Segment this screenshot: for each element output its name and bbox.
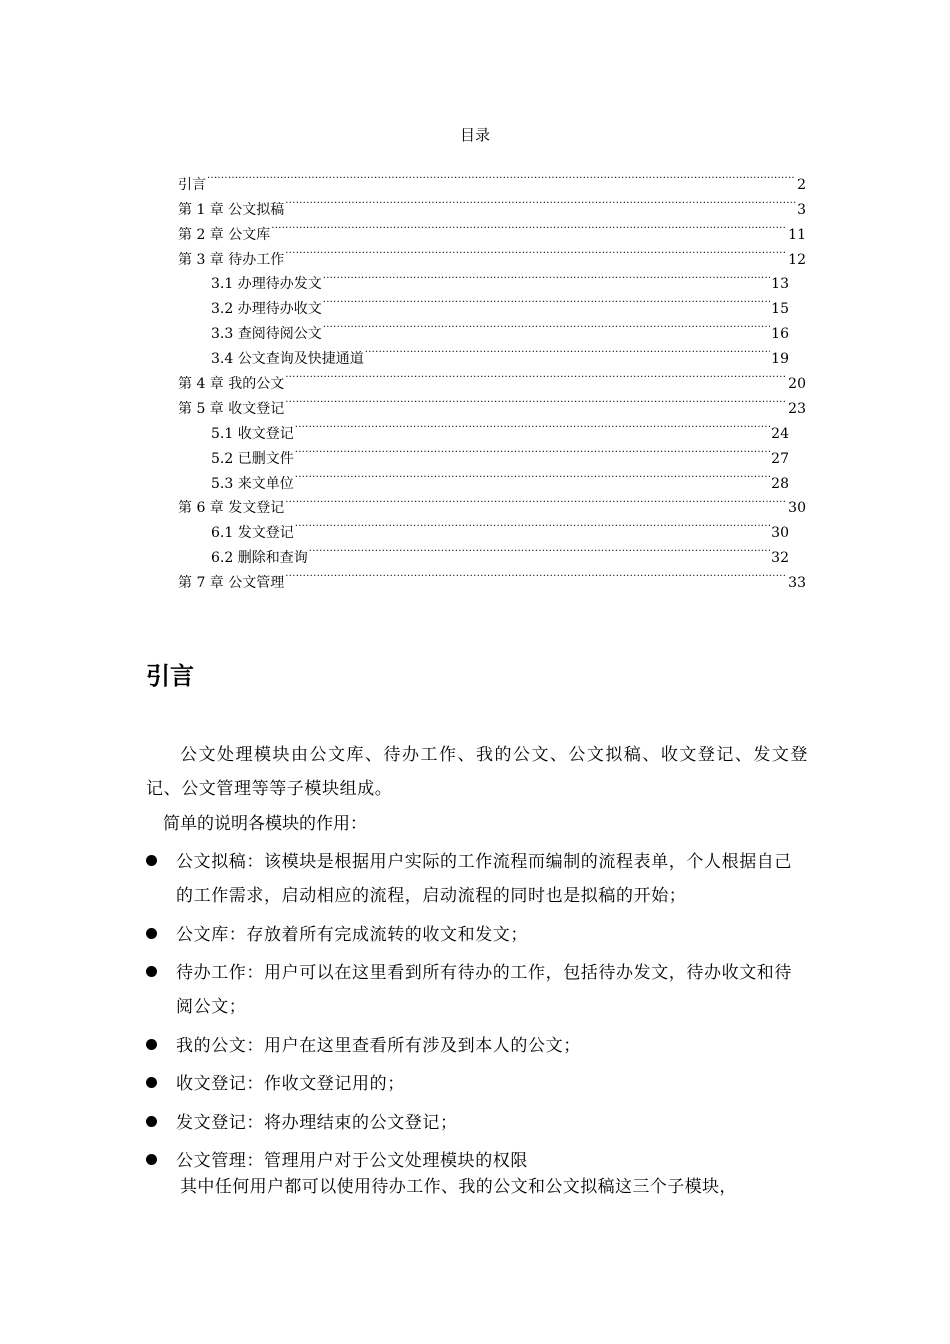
toc-entry-page-number: 32 <box>771 550 789 567</box>
toc-title: 目录 <box>459 126 490 144</box>
toc-entry-label: 6.2 删除和查询 <box>211 550 308 567</box>
bullet-dot-icon <box>146 1039 157 1050</box>
section-heading-intro: 引言 <box>146 662 194 690</box>
module-list-item <box>146 1067 808 1101</box>
toc-entry-page-number: 15 <box>771 301 789 318</box>
module-list-item-text: 我的公文：用户在这里查看所有涉及到本人的公文； <box>176 1035 581 1056</box>
toc-leader-dots <box>285 239 787 264</box>
toc-entry-page-number: 27 <box>771 450 789 467</box>
toc-leader-dots <box>323 313 770 338</box>
toc-entry[interactable] <box>178 189 806 218</box>
toc-leader-dots <box>271 214 787 239</box>
module-list-item <box>146 918 808 952</box>
bullet-dot-icon <box>146 966 157 977</box>
toc-entry-page-number: 30 <box>788 500 806 517</box>
module-list-item-text: 公文库：存放着所有完成流转的收文和发文； <box>176 924 528 945</box>
toc-entry-label: 5.2 已删文件 <box>211 450 294 467</box>
toc-leader-dots <box>295 512 770 537</box>
bullet-dot-icon <box>146 928 157 939</box>
toc-entry-page-number: 2 <box>797 176 806 193</box>
toc-entry-label: 5.1 收文登记 <box>211 425 294 442</box>
toc-leader-dots <box>285 488 787 513</box>
toc-entry-label: 3.2 办理待办收文 <box>211 301 322 318</box>
table-of-contents <box>178 164 806 592</box>
toc-leader-dots <box>285 189 796 214</box>
module-list-item-text: 收文登记：作收文登记用的； <box>176 1074 405 1094</box>
toc-entry-page-number: 30 <box>771 525 789 542</box>
toc-entry-label: 3.1 办理待办发文 <box>211 276 322 293</box>
toc-entry-label: 第 5 章 收文登记 <box>178 400 285 417</box>
toc-leader-dots <box>295 463 770 488</box>
intro-modules-lead: 简单的说明各模块的作用： <box>163 814 367 834</box>
toc-entry[interactable] <box>178 239 806 268</box>
toc-entry[interactable] <box>178 164 806 193</box>
toc-entry-page-number: 28 <box>771 475 789 492</box>
bullet-dot-icon <box>146 1077 157 1088</box>
toc-entry-label: 第 6 章 发文登记 <box>178 500 285 517</box>
module-list-item <box>146 1106 808 1140</box>
bullet-dot-icon <box>146 1116 157 1127</box>
module-list-item <box>146 1029 808 1063</box>
toc-leader-dots <box>285 562 787 587</box>
module-list-item <box>146 845 808 913</box>
toc-entry-label: 第 4 章 我的公文 <box>178 376 285 393</box>
toc-entry-page-number: 33 <box>788 575 806 592</box>
module-list <box>146 845 808 1183</box>
toc-entry-page-number: 23 <box>788 400 806 417</box>
toc-leader-dots <box>323 264 770 289</box>
toc-leader-dots <box>285 388 787 413</box>
toc-entry-label: 5.3 来文单位 <box>211 475 294 492</box>
toc-leader-dots <box>207 164 796 189</box>
toc-entry[interactable] <box>178 214 806 243</box>
module-list-item-text: 待办工作：用户可以在这里看到所有待办的工作，包括待办发文，待办收文和待阅公文； <box>176 963 792 1017</box>
toc-leader-dots <box>323 288 770 313</box>
toc-entry-page-number: 3 <box>797 201 806 218</box>
module-list-item-text: 发文登记：将办理结束的公文登记； <box>176 1112 458 1133</box>
toc-entry-label: 引言 <box>178 176 206 193</box>
toc-entry-page-number: 12 <box>788 251 806 268</box>
bullet-dot-icon <box>146 855 157 866</box>
module-list-item-text: 公文拟稿：该模块是根据用户实际的工作流程而编制的流程表单，个人根据自己的工作需求，启动相应的流程，启动流程的同时也是拟稿的开始； <box>176 852 792 906</box>
toc-leader-dots <box>309 537 770 562</box>
toc-entry-label: 6.1 发文登记 <box>211 525 294 542</box>
toc-entry-page-number: 20 <box>788 376 806 393</box>
module-list-item <box>146 956 808 1024</box>
toc-entry-label: 第 1 章 公文拟稿 <box>178 201 285 218</box>
toc-entry-page-number: 11 <box>788 226 806 243</box>
toc-leader-dots <box>295 438 770 463</box>
intro-closing-paragraph: 其中任何用户都可以使用待办工作、我的公文和公文拟稿这三个子模块， <box>180 1177 737 1197</box>
module-list-item-text: 公文管理：管理用户对于公文处理模块的权限 <box>176 1151 528 1171</box>
toc-entry-label: 第 2 章 公文库 <box>178 226 271 243</box>
toc-entry-page-number: 24 <box>771 425 789 442</box>
toc-entry-page-number: 16 <box>771 326 789 343</box>
toc-entry-page-number: 19 <box>771 351 789 368</box>
toc-leader-dots <box>285 363 787 388</box>
toc-leader-dots <box>365 338 770 363</box>
intro-paragraph: 公文处理模块由公文库、待办工作、我的公文、公文拟稿、收文登记、发文登记、公文管理等等子模块组成。 <box>146 745 808 799</box>
toc-leader-dots <box>295 413 770 438</box>
toc-entry-page-number: 13 <box>771 276 789 293</box>
toc-entry-label: 第 3 章 待办工作 <box>178 251 285 268</box>
bullet-dot-icon <box>146 1154 157 1165</box>
toc-entry-label: 3.4 公文查询及快捷通道 <box>211 351 364 368</box>
toc-entry-label: 第 7 章 公文管理 <box>178 575 285 592</box>
toc-entry-label: 3.3 查阅待阅公文 <box>211 326 322 343</box>
